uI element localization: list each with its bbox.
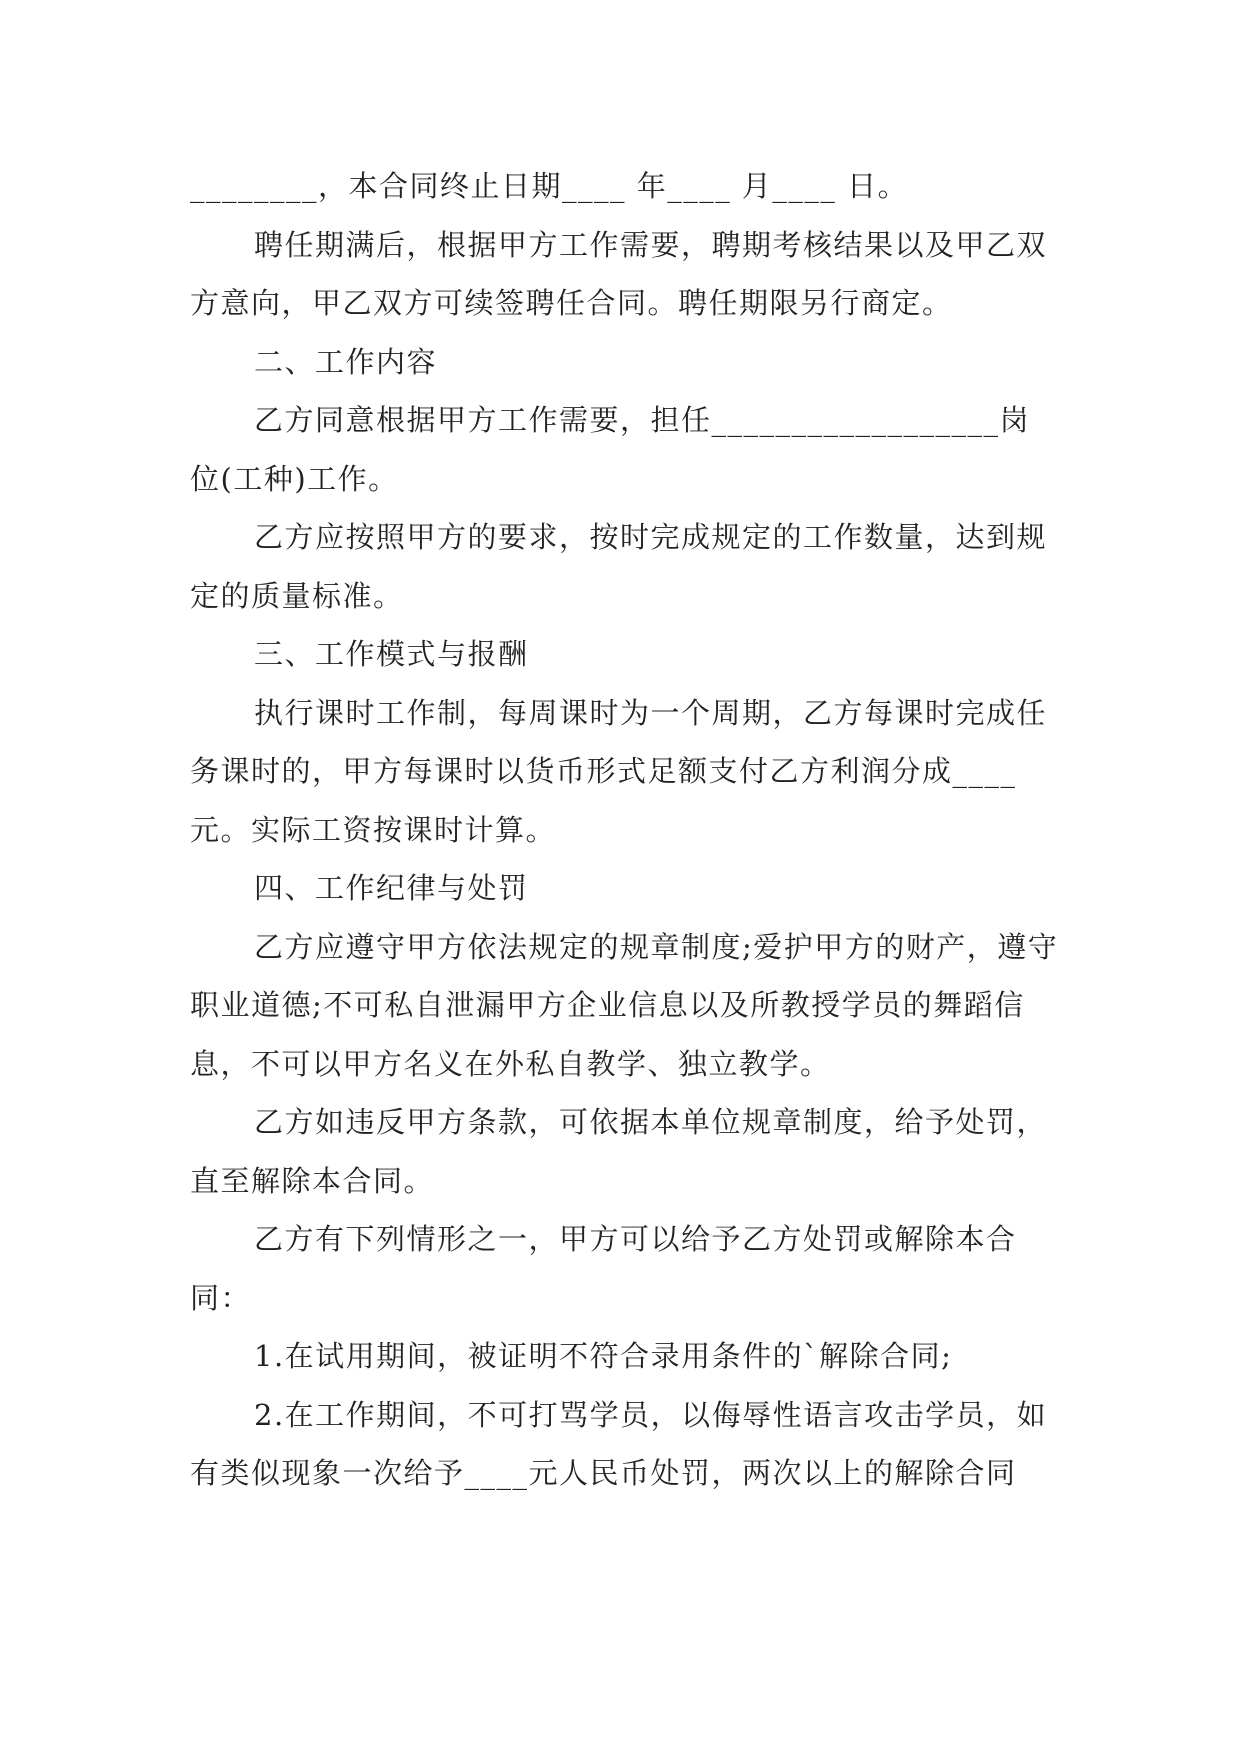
paragraph-renewal: 聘任期满后，根据甲方工作需要，聘期考核结果以及甲乙双方意向，甲乙双方可续签聘任合同。聘任期限另行商定。 [190, 227, 1048, 320]
section-heading-discipline: 四、工作纪律与处罚 [254, 871, 529, 905]
paragraph-position: 乙方同意根据甲方工作需要，担任__________________岗位(工种)工作。 [190, 403, 1031, 496]
list-item-conduct: 2.在工作期间，不可打骂学员，以侮辱性语言攻击学员，如有类似现象一次给予____元人民币处罚，两次以上的解除合同 [190, 1397, 1048, 1490]
paragraph-rules: 乙方应遵守甲方依法规定的规章制度;爱护甲方的财产，遵守职业道德;不可私自泄漏甲方企业信息以及所教授学员的舞蹈信息，不可以甲方名义在外私自教学、独立教学。 [190, 929, 1059, 1081]
paragraph-hourly-pay: 执行课时工作制，每周课时为一个周期，乙方每课时完成任务课时的，甲方每课时以货币形式足额支付乙方利润分成____元。实际工资按课时计算。 [190, 695, 1048, 847]
paragraph-end-date: ________，本合同终止日期____ 年____ 月____ 日。 [190, 169, 909, 203]
section-heading-work-mode: 三、工作模式与报酬 [254, 637, 529, 671]
document-body [190, 157, 1060, 1503]
list-item-probation: 1.在试用期间，被证明不符合录用条件的`解除合同; [254, 1339, 953, 1373]
paragraph-violation: 乙方如违反甲方条款，可依据本单位规章制度，给予处罚，直至解除本合同。 [190, 1105, 1048, 1198]
paragraph-conditions: 乙方有下列情形之一，甲方可以给予乙方处罚或解除本合同： [190, 1222, 1017, 1315]
paragraph-quality: 乙方应按照甲方的要求，按时完成规定的工作数量，达到规定的质量标准。 [190, 520, 1048, 613]
section-heading-work-content: 二、工作内容 [254, 344, 438, 379]
